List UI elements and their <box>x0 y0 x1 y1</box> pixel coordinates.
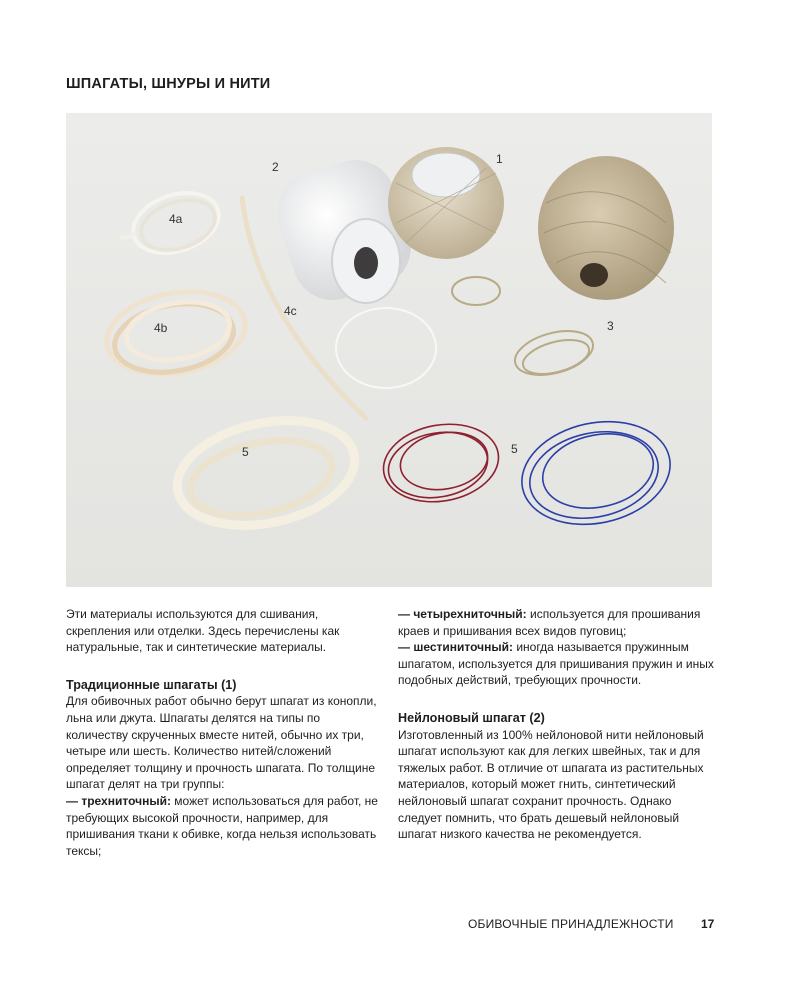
footer-section-title: ОБИВОЧНЫЕ ПРИНАДЛЕЖНОСТИ <box>468 917 674 931</box>
label-5-left: 5 <box>242 445 249 459</box>
section-title-traditional: Традиционные шпагаты (1) <box>66 677 237 692</box>
fibre-bundle-5 <box>168 405 365 540</box>
label-4b: 4b <box>154 321 168 335</box>
left-column <box>66 606 384 859</box>
label-2: 2 <box>272 160 279 174</box>
jute-ball-3 <box>538 156 674 300</box>
materials-photo <box>66 113 712 587</box>
term-three-ply: — трехниточный: <box>66 793 171 808</box>
list-item-six-ply <box>398 639 716 689</box>
jute-loops <box>452 277 598 383</box>
blue-thread <box>512 408 680 537</box>
page-heading: ШПАГАТЫ, ШНУРЫ И НИТИ <box>66 76 271 92</box>
label-5-right: 5 <box>511 442 518 456</box>
section-text-nylon: Изготовленный из 100% нейлоновой нити нейлоновый шпагат используют как для легких швейных, так и для тяжелых работ. В отличие от шпагата из растительных материалов, который может гнить, синтетический нейлоновый шпагат сохранит прочность. Однако следует помнить, что брать дешевый нейлоновый шпагат низкого качества не рекомендуется. <box>398 727 704 842</box>
label-4a: 4a <box>169 212 183 226</box>
list-item-three-ply <box>66 793 384 859</box>
red-thread <box>377 416 504 511</box>
page-number: 17 <box>701 917 715 931</box>
text-four-ply: используется для прошивания краев и пришивания всех видов пуговиц; <box>398 607 701 638</box>
term-six-ply: — шестиниточный: <box>398 640 513 655</box>
label-1: 1 <box>496 152 503 166</box>
cord-coil-4b <box>100 281 252 384</box>
clear-thread-loop <box>336 308 436 388</box>
text-three-ply: может использоваться для работ, не требующих высокой прочности, например, для пришивания ткани к обивке, когда нельзя использовать тексы; <box>66 793 378 858</box>
section-text-traditional: Для обивочных работ обычно берут шпагат из конопли, льна или джута. Шпагаты делятся на типы по количеству скрученных вместе нитей, обычно их три, четыре или шесть. Количество нитей/сложений определяет толщину и прочность шпагата. По толщине шпагат делят на три группы: <box>66 694 377 792</box>
label-3: 3 <box>607 319 614 333</box>
label-4c: 4c <box>284 304 297 318</box>
text-six-ply: иногда называется пружинным шпагатом, используется для пришивания пружин и иных подобных действий, требующих прочности. <box>398 640 714 688</box>
term-four-ply: — четырехниточный: <box>398 607 527 621</box>
right-column <box>398 606 716 843</box>
section-title-nylon: Нейлоновый шпагат (2) <box>398 710 545 725</box>
list-item-four-ply <box>398 606 716 639</box>
twine-ball-1 <box>388 147 504 259</box>
intro-paragraph: Эти материалы используются для сшивания, скрепления или отделки. Здесь перечислены как натуральные, так и синтетические материалы. <box>66 607 340 655</box>
